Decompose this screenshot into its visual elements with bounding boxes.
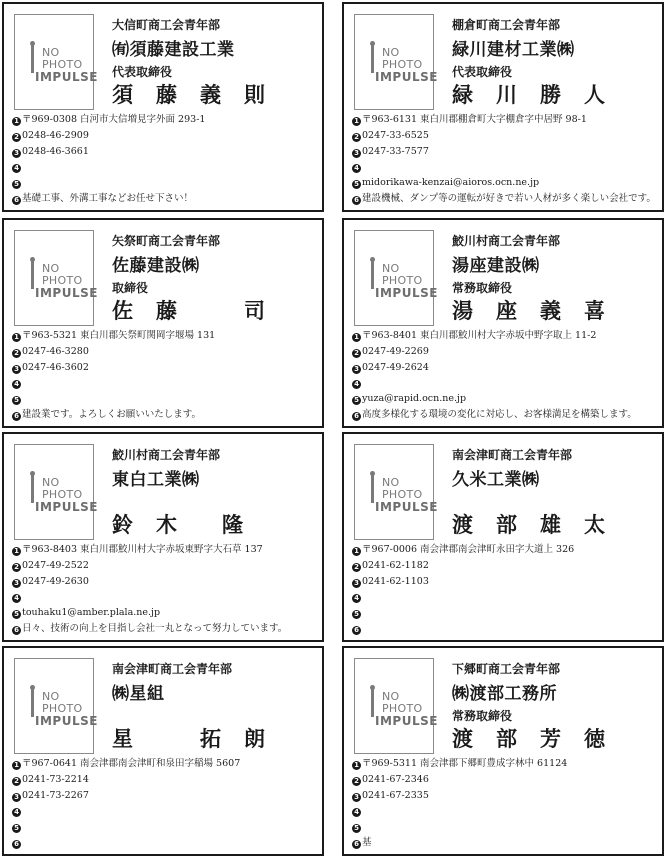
- marker-2-icon: 2: [12, 563, 21, 572]
- business-card: [342, 2, 664, 212]
- job-title: 常務取締役: [452, 709, 513, 723]
- pr-row: [352, 835, 658, 851]
- address-text: 〒967-0641 南会津郡南会津町和泉田字稲場 5607: [22, 758, 241, 769]
- address-row: [352, 112, 658, 128]
- placeholder-brand-text: IMPULSE: [375, 70, 438, 84]
- marker-2-icon: 2: [352, 777, 361, 786]
- placeholder-photo-text: PHOTO: [42, 274, 83, 287]
- fax-text: 0241-62-1103: [362, 575, 429, 587]
- marker-4-icon: 4: [352, 594, 361, 603]
- fax-row: [12, 144, 318, 160]
- marker-6-icon: 6: [352, 626, 361, 635]
- contact-info: [352, 112, 658, 207]
- email-row: [12, 391, 318, 407]
- placeholder-brand-text: IMPULSE: [375, 714, 438, 728]
- marker-5-icon: 5: [352, 824, 361, 833]
- no-photo-placeholder: [354, 658, 438, 754]
- marker-1-icon: 1: [352, 333, 361, 342]
- pr-text: 建設業です。よろしくお願いいたします。: [22, 408, 201, 420]
- address-text: 〒969-5311 南会津郡下郷町豊成字林中 61124: [362, 758, 568, 769]
- address-row: [352, 328, 658, 344]
- address-row: [12, 328, 318, 344]
- placeholder-no-text: NO: [42, 46, 60, 59]
- marker-6-icon: 6: [352, 412, 361, 421]
- phone-text: 0247-33-6525: [362, 129, 429, 141]
- phone-text: 0248-46-2909: [22, 129, 89, 141]
- placeholder-brand-text: IMPULSE: [35, 714, 98, 728]
- address-text: 〒967-0006 南会津郡南会津町永田字大道上 326: [362, 544, 575, 555]
- contact-info: [12, 328, 318, 423]
- no-photo-placeholder: [14, 444, 98, 540]
- marker-5-icon: 5: [12, 180, 21, 189]
- marker-3-icon: 3: [12, 579, 21, 588]
- no-photo-placeholder: [354, 230, 438, 326]
- email-text: yuza@rapid.ocn.ne.jp: [362, 393, 467, 405]
- association-name: 下郷町商工会青年部: [452, 662, 561, 676]
- info-row-4: [352, 803, 658, 819]
- placeholder-brand-text: IMPULSE: [375, 500, 438, 514]
- fax-row: [12, 360, 318, 376]
- phone-text: 0241-62-1182: [362, 559, 429, 571]
- address-text: 〒963-8403 東白川郡鮫川村大字赤坂東野字大石草 137: [22, 544, 263, 555]
- phone-row: [352, 558, 658, 574]
- marker-2-icon: 2: [352, 563, 361, 572]
- marker-2-icon: 2: [12, 133, 21, 142]
- company-name: ㈱渡部工務所: [452, 684, 557, 704]
- placeholder-photo-text: PHOTO: [382, 702, 423, 715]
- phone-row: [352, 128, 658, 144]
- fax-row: [352, 360, 658, 376]
- fax-text: 0241-67-2335: [362, 789, 429, 801]
- info-row-4: [12, 589, 318, 605]
- person-name: 渡 部 雄 太: [452, 512, 606, 537]
- placeholder-brand-text: IMPULSE: [35, 286, 98, 300]
- company-name: ㈱星組: [112, 684, 165, 704]
- marker-1-icon: 1: [12, 333, 21, 342]
- phone-text: 0247-49-2522: [22, 559, 89, 571]
- marker-6-icon: 6: [12, 840, 21, 849]
- no-photo-placeholder: [14, 14, 98, 110]
- marker-5-icon: 5: [352, 180, 361, 189]
- placeholder-photo-text: PHOTO: [382, 58, 423, 71]
- logo-bar-icon: [371, 45, 374, 73]
- company-name: 久米工業㈱: [452, 470, 540, 490]
- marker-1-icon: 1: [12, 117, 21, 126]
- placeholder-photo-text: PHOTO: [42, 702, 83, 715]
- contact-info: [12, 756, 318, 851]
- email-row: [352, 605, 658, 621]
- placeholder-no-text: NO: [382, 46, 400, 59]
- info-row-4: [352, 159, 658, 175]
- marker-3-icon: 3: [12, 793, 21, 802]
- business-card: [342, 646, 664, 856]
- job-title: 常務取締役: [452, 281, 513, 295]
- placeholder-photo-text: PHOTO: [42, 488, 83, 501]
- placeholder-no-text: NO: [382, 262, 400, 275]
- association-name: 鮫川村商工会青年部: [452, 234, 561, 248]
- association-name: 大信町商工会青年部: [112, 18, 221, 32]
- placeholder-no-text: NO: [42, 476, 60, 489]
- person-name: 鈴 木 隆: [112, 512, 244, 537]
- info-row-4: [12, 803, 318, 819]
- association-name: 棚倉町商工会青年部: [452, 18, 561, 32]
- association-name: 南会津町商工会青年部: [112, 662, 233, 676]
- marker-1-icon: 1: [12, 547, 21, 556]
- marker-5-icon: 5: [352, 610, 361, 619]
- email-text: midorikawa-kenzai@aioros.ocn.ne.jp: [362, 177, 540, 189]
- marker-6-icon: 6: [352, 196, 361, 205]
- fax-text: 0241-73-2267: [22, 789, 89, 801]
- marker-4-icon: 4: [12, 808, 21, 817]
- phone-row: [12, 128, 318, 144]
- contact-info: [12, 112, 318, 207]
- placeholder-photo-text: PHOTO: [42, 58, 83, 71]
- business-card: [2, 2, 324, 212]
- fax-text: 0247-46-3602: [22, 361, 89, 373]
- placeholder-photo-text: PHOTO: [382, 274, 423, 287]
- marker-4-icon: 4: [12, 164, 21, 173]
- address-text: 〒963-5321 東白川郡矢祭町関岡字堰場 131: [22, 330, 216, 341]
- marker-2-icon: 2: [12, 777, 21, 786]
- company-name: 東白工業㈱: [112, 470, 200, 490]
- fax-text: 0247-49-2624: [362, 361, 429, 373]
- person-name: 星 拓 朗: [112, 726, 266, 751]
- pr-row: [12, 835, 318, 851]
- marker-6-icon: 6: [12, 412, 21, 421]
- marker-6-icon: 6: [12, 626, 21, 635]
- marker-5-icon: 5: [12, 824, 21, 833]
- phone-row: [12, 558, 318, 574]
- person-name: 佐 藤 司: [112, 298, 266, 323]
- address-row: [352, 756, 658, 772]
- contact-info: [352, 328, 658, 423]
- fax-row: [352, 574, 658, 590]
- no-photo-placeholder: [354, 444, 438, 540]
- marker-2-icon: 2: [352, 349, 361, 358]
- fax-row: [12, 574, 318, 590]
- marker-1-icon: 1: [12, 761, 21, 770]
- address-text: 〒969-0308 白河市大信増見字外面 293-1: [22, 114, 206, 125]
- logo-bar-icon: [371, 475, 374, 503]
- placeholder-no-text: NO: [42, 690, 60, 703]
- marker-1-icon: 1: [352, 547, 361, 556]
- fax-row: [352, 144, 658, 160]
- business-card: [342, 432, 664, 642]
- no-photo-placeholder: [354, 14, 438, 110]
- contact-info: [352, 756, 658, 851]
- marker-6-icon: 6: [12, 196, 21, 205]
- logo-bar-icon: [31, 45, 34, 73]
- job-title: 取締役: [112, 281, 149, 295]
- info-row-4: [352, 375, 658, 391]
- pr-text: 基: [362, 836, 372, 848]
- marker-5-icon: 5: [12, 610, 21, 619]
- pr-text: 建設機械、ダンプ等の運転が好きで若い人材が多く楽しい会社です。: [362, 192, 656, 204]
- info-row-4: [12, 159, 318, 175]
- pr-row: [12, 621, 318, 637]
- placeholder-no-text: NO: [382, 476, 400, 489]
- email-text: touhaku1@amber.plala.ne.jp: [22, 607, 161, 619]
- email-row: [352, 391, 658, 407]
- company-name: 佐藤建設㈱: [112, 256, 200, 276]
- marker-4-icon: 4: [12, 380, 21, 389]
- address-text: 〒963-6131 東白川郡棚倉町大字棚倉字中居野 98-1: [362, 114, 587, 125]
- logo-bar-icon: [371, 689, 374, 717]
- address-text: 〒963-8401 東白川郡鮫川村大字赤坂中野字取上 11-2: [362, 330, 597, 341]
- marker-3-icon: 3: [352, 365, 361, 374]
- fax-text: 0248-46-3661: [22, 145, 89, 157]
- pr-text: 高度多様化する環境の変化に対応し、お客様満足を構築します。: [362, 408, 637, 420]
- address-row: [12, 112, 318, 128]
- placeholder-brand-text: IMPULSE: [35, 70, 98, 84]
- marker-3-icon: 3: [352, 149, 361, 158]
- pr-text: 日々、技術の向上を目指し会社一丸となって努力しています。: [22, 622, 288, 634]
- job-title: 代表取締役: [452, 65, 513, 79]
- fax-text: 0247-49-2630: [22, 575, 89, 587]
- marker-5-icon: 5: [12, 396, 21, 405]
- job-title: 代表取締役: [112, 65, 173, 79]
- placeholder-brand-text: IMPULSE: [35, 500, 98, 514]
- pr-row: [352, 407, 658, 423]
- company-name: 湯座建設㈱: [452, 256, 540, 276]
- marker-4-icon: 4: [352, 380, 361, 389]
- phone-row: [12, 344, 318, 360]
- pr-row: [12, 407, 318, 423]
- logo-bar-icon: [31, 689, 34, 717]
- email-row: [352, 819, 658, 835]
- marker-2-icon: 2: [12, 349, 21, 358]
- no-photo-placeholder: [14, 658, 98, 754]
- placeholder-photo-text: PHOTO: [382, 488, 423, 501]
- info-row-4: [352, 589, 658, 605]
- fax-row: [352, 788, 658, 804]
- association-name: 矢祭町商工会青年部: [112, 234, 221, 248]
- marker-4-icon: 4: [12, 594, 21, 603]
- logo-bar-icon: [371, 261, 374, 289]
- person-name: 須 藤 義 則: [112, 82, 266, 107]
- phone-text: 0241-67-2346: [362, 773, 429, 785]
- address-row: [352, 542, 658, 558]
- marker-4-icon: 4: [352, 808, 361, 817]
- phone-text: 0247-49-2269: [362, 345, 429, 357]
- contact-info: [12, 542, 318, 637]
- email-row: [12, 819, 318, 835]
- marker-6-icon: 6: [352, 840, 361, 849]
- person-name: 緑 川 勝 人: [452, 82, 606, 107]
- marker-3-icon: 3: [12, 365, 21, 374]
- marker-4-icon: 4: [352, 164, 361, 173]
- business-card: [2, 432, 324, 642]
- pr-row: [12, 191, 318, 207]
- fax-text: 0247-33-7577: [362, 145, 429, 157]
- email-row: [352, 175, 658, 191]
- email-row: [12, 605, 318, 621]
- person-name: 渡 部 芳 徳: [452, 726, 606, 751]
- address-row: [12, 542, 318, 558]
- address-row: [12, 756, 318, 772]
- phone-text: 0247-46-3280: [22, 345, 89, 357]
- marker-2-icon: 2: [352, 133, 361, 142]
- business-card: [2, 218, 324, 428]
- person-name: 湯 座 義 喜: [452, 298, 606, 323]
- pr-text: 基礎工事、外溝工事などお任せ下さい！: [22, 192, 194, 204]
- phone-text: 0241-73-2214: [22, 773, 89, 785]
- business-card: [2, 646, 324, 856]
- association-name: 鮫川村商工会青年部: [112, 448, 221, 462]
- placeholder-no-text: NO: [382, 690, 400, 703]
- marker-3-icon: 3: [12, 149, 21, 158]
- marker-1-icon: 1: [352, 761, 361, 770]
- phone-row: [352, 344, 658, 360]
- logo-bar-icon: [31, 475, 34, 503]
- pr-row: [352, 191, 658, 207]
- phone-row: [12, 772, 318, 788]
- marker-5-icon: 5: [352, 396, 361, 405]
- business-card: [342, 218, 664, 428]
- fax-row: [12, 788, 318, 804]
- contact-info: [352, 542, 658, 637]
- pr-row: [352, 621, 658, 637]
- no-photo-placeholder: [14, 230, 98, 326]
- company-name: ㈲須藤建設工業: [112, 40, 235, 60]
- marker-3-icon: 3: [352, 793, 361, 802]
- marker-3-icon: 3: [352, 579, 361, 588]
- info-row-4: [12, 375, 318, 391]
- association-name: 南会津町商工会青年部: [452, 448, 573, 462]
- phone-row: [352, 772, 658, 788]
- placeholder-no-text: NO: [42, 262, 60, 275]
- company-name: 緑川建材工業㈱: [452, 40, 575, 60]
- placeholder-brand-text: IMPULSE: [375, 286, 438, 300]
- logo-bar-icon: [31, 261, 34, 289]
- email-row: [12, 175, 318, 191]
- marker-1-icon: 1: [352, 117, 361, 126]
